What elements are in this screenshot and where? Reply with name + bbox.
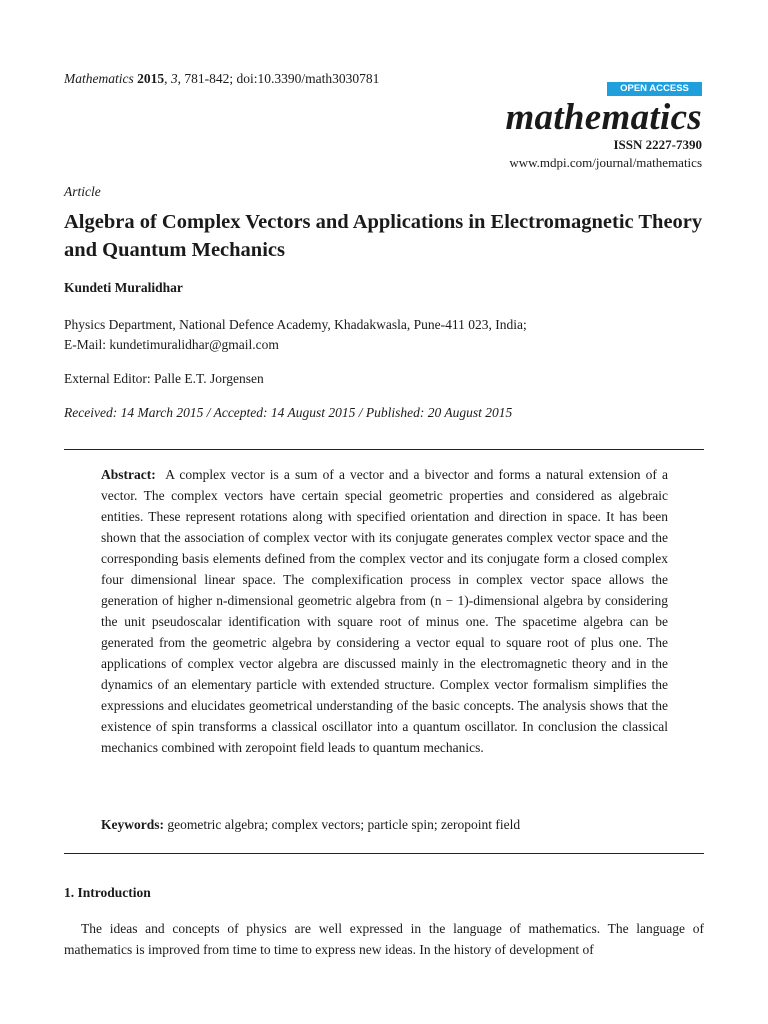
journal-url-link[interactable]: www.mdpi.com/journal/mathematics <box>509 155 702 170</box>
section-paragraph: The ideas and concepts of physics are well expressed in the language of mathematics. The language of mathematics is improved from time to time to express new ideas. In the history of development of <box>64 921 704 957</box>
keywords <box>101 817 520 833</box>
open-access-badge: OPEN ACCESS <box>607 82 702 96</box>
bottom-divider <box>64 853 704 854</box>
journal-logo: mathematics <box>505 97 702 138</box>
top-divider <box>64 449 704 450</box>
citation-line: Mathematics 2015, 3, 781-842; doi:10.3390/math3030781 <box>64 71 380 86</box>
citation-year: 2015 <box>137 71 165 86</box>
author-email[interactable]: E-Mail: kundetimuralidhar@gmail.com <box>64 337 279 352</box>
paper-title: Algebra of Complex Vectors and Applications in Electromagnetic Theory and Quantum Mechanics <box>64 211 703 261</box>
abstract <box>101 464 668 758</box>
issn: ISSN 2227-7390 <box>613 137 702 152</box>
keywords-label: Keywords: <box>101 817 164 832</box>
keywords-text: geometric algebra; complex vectors; particle spin; zeropoint field <box>167 817 521 832</box>
external-editor: External Editor: Palle E.T. Jorgensen <box>64 371 264 386</box>
affiliation: Physics Department, National Defence Academy, Khadakwasla, Pune-411 023, India; <box>64 317 527 332</box>
article-type: Article <box>64 184 101 199</box>
author-name: Kundeti Muralidhar <box>64 280 183 295</box>
citation-journal: Mathematics <box>64 71 134 86</box>
citation-pages-doi[interactable]: , 781-842; doi:10.3390/math3030781 <box>177 71 380 86</box>
citation-volume: 3 <box>170 71 178 86</box>
abstract-text: A complex vector is a sum of a vector and a bivector and forms a natural extension of a vector. The complex vectors have certain special geometric properties and considered as algebraic entities. These represent rotations along with specified orientation and direction in space. It has been shown that the association of complex vector with its conjugate generates complex vector space and the corresponding basis elements defined from the complex vector and its conjugate form a closed complex four dimensional linear space. The complexification process in complex vector space allows the generation of higher n-dimensional geometric algebra from (n − 1)-dimensional algebra by considering the unit pseudoscalar identification with square root of minus one. The spacetime algebra can be generated from the geometric algebra by considering a vector equal to square root of plus one. The applications of complex vector algebra are discussed mainly in the electromagnetic theory and in the dynamics of an elementary particle with extended structure. Complex vector formalism simplifies the expressions and elucidates geometrical understanding of the basic concepts. The analysis shows that the existence of spin transforms a classical oscillator into a quantum oscillator. In conclusion the classical mechanics combined with zeropoint field leads to quantum mechanics. <box>101 467 668 755</box>
affiliation-block <box>64 315 527 355</box>
section-heading: 1. Introduction <box>64 885 151 900</box>
publication-dates: Received: 14 March 2015 / Accepted: 14 August 2015 / Published: 20 August 2015 <box>64 405 513 420</box>
abstract-label: Abstract: <box>101 467 156 482</box>
